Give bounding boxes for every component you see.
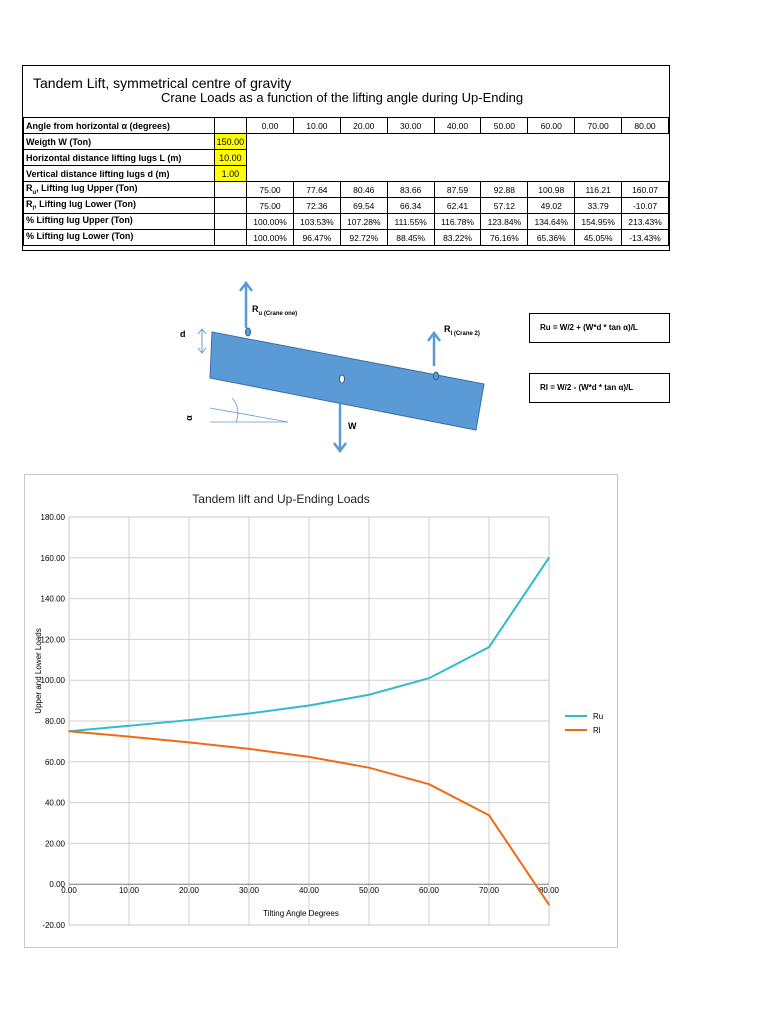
result-value: 100.00% [247,214,294,230]
row-label-subscript: l [32,205,35,212]
result-value: 116.21 [575,182,622,198]
lift-diagram [170,270,490,460]
input-column-blank [214,182,247,198]
w-arrow [334,404,346,451]
result-value: 123.84% [481,214,528,230]
result-value: -13.43% [622,230,669,246]
input-value-cell[interactable]: 1.00 [214,166,247,182]
legend-label-ru: Ru [593,712,604,721]
x-tick-label: 0.00 [61,886,77,896]
x-tick-label: 70.00 [478,886,500,896]
result-value: 77.64 [293,182,340,198]
result-value: 92.88 [481,182,528,198]
row-label-main: R [26,183,33,194]
input-label: Weigth W (Ton) [24,134,215,150]
table-row [24,134,669,150]
result-value: 107.28% [340,214,387,230]
row-label-main: R [26,199,33,210]
data-point-ru [188,719,190,721]
x-tick-label: 60.00 [418,886,440,896]
ru-arrow [240,283,252,328]
table-row [24,118,669,134]
load-chart [24,474,618,948]
x-tick-label: 20.00 [178,886,200,896]
alpha-angle-sketch [210,398,288,422]
result-value: 66.34 [387,198,434,214]
y-tick-label: 20.00 [44,839,65,849]
input-column-blank [214,118,247,134]
result-value: 45.05% [575,230,622,246]
data-point-rl [428,783,430,785]
result-value: 87.59 [434,182,481,198]
result-value: 213.43% [622,214,669,230]
result-value: 75.00 [247,182,294,198]
x-tick-label: 10.00 [118,886,140,896]
angle-value: 0.00 [247,118,294,134]
result-value: 100.00% [247,230,294,246]
data-point-ru [128,725,130,727]
result-value: 76.16% [481,230,528,246]
empty-region [247,166,669,182]
formula-upper: Ru = W/2 + (W*d * tan α)/L [529,313,670,343]
angle-value: 20.00 [340,118,387,134]
result-value: 134.64% [528,214,575,230]
data-point-rl [368,767,370,769]
result-value: 88.45% [387,230,434,246]
data-point-ru [308,705,310,707]
load-table-sheet [22,65,670,251]
angle-value: 40.00 [434,118,481,134]
result-value: 62.41 [434,198,481,214]
lower-lug [434,372,439,380]
result-value: 80.46 [340,182,387,198]
result-value: 57.12 [481,198,528,214]
input-label: Vertical distance lifting lugs d (m) [24,166,215,182]
data-point-rl [308,756,310,758]
x-tick-label: 30.00 [238,886,260,896]
angle-value: 60.00 [528,118,575,134]
result-value: -10.07 [622,198,669,214]
d-label: d [180,329,186,339]
y-axis-label: Upper and Lower Loads [34,628,43,714]
result-row-label [24,182,215,198]
result-value: 96.47% [293,230,340,246]
ru-label: $R_{u (Crane one)}$ [252,304,298,317]
formula-lower: Rl = W/2 - (W*d * tan α)/L [529,373,670,403]
row-label-main: % Lifting lug Upper (Ton) [26,215,133,226]
result-value: 33.79 [575,198,622,214]
result-value: 160.07 [622,182,669,198]
x-tick-label: 50.00 [358,886,380,896]
table-row [24,182,669,198]
angle-value: 30.00 [387,118,434,134]
y-tick-label: 100.00 [40,676,65,686]
result-value: 49.02 [528,198,575,214]
input-label: Horizontal distance lifting lugs L (m) [24,150,215,166]
angle-value: 70.00 [575,118,622,134]
result-value: 154.95% [575,214,622,230]
data-point-ru [368,694,370,696]
load-chart-svg [25,475,619,949]
data-point-ru [548,557,550,559]
y-tick-label: 0.00 [49,880,65,890]
input-column-blank [214,198,247,214]
result-value: 69.54 [340,198,387,214]
data-point-ru [488,646,490,648]
sheet-title: Tandem Lift, symmetrical centre of gravity [33,75,292,91]
legend-label-rl: Rl [593,726,601,735]
row-label-main: % Lifting lug Lower (Ton) [26,231,134,242]
lift-diagram-svg [170,270,490,460]
rl-arrow [428,333,440,366]
angle-value: 80.00 [622,118,669,134]
row-label-subscript: u [32,189,37,196]
result-value: 116.78% [434,214,481,230]
table-row [24,230,669,246]
data-point-rl [248,748,250,750]
x-tick-label: 40.00 [298,886,320,896]
y-tick-label: 180.00 [40,513,65,522]
result-row-label [24,230,215,246]
y-tick-label: 120.00 [40,635,65,645]
table-row [24,214,669,230]
result-value: 92.72% [340,230,387,246]
table-row [24,166,669,182]
y-tick-label: -20.00 [42,921,65,930]
data-point-rl [128,736,130,738]
alpha-label: α [183,415,194,421]
y-tick-label: 140.00 [40,594,65,604]
result-value: 65.36% [528,230,575,246]
load-table [23,117,669,246]
input-value-cell[interactable]: 150.00 [214,134,247,150]
d-dimension-arrow [198,329,206,353]
row-label-rest: , Lifting lug Lower (Ton) [34,199,136,210]
input-value-cell[interactable]: 10.00 [214,150,247,166]
data-point-rl [188,742,190,744]
table-row [24,198,669,214]
centre-of-gravity [340,375,345,383]
empty-region [247,150,669,166]
result-value: 100.98 [528,182,575,198]
input-column-blank [214,230,247,246]
result-row-label [24,214,215,230]
result-value: 72.36 [293,198,340,214]
chart-title: Tandem lift and Up-Ending Loads [192,492,370,506]
x-tick-label: 80.00 [538,886,560,896]
angle-header-label: Angle from horizontal α (degrees) [24,118,215,134]
result-value: 83.66 [387,182,434,198]
y-tick-label: 160.00 [40,553,65,563]
y-tick-label: 60.00 [44,757,65,767]
upper-lug [246,328,251,336]
data-point-ru [428,677,430,679]
y-tick-label: 80.00 [44,717,65,726]
rl-label: $R_{l (Crane 2)}$ [444,324,480,337]
sheet-subtitle: Crane Loads as a function of the lifting angle during Up-Ending [161,90,524,105]
result-value: 75.00 [247,198,294,214]
empty-region [247,134,669,150]
y-tick-label: 40.00 [44,798,65,808]
result-value: 83.22% [434,230,481,246]
x-axis-label: Tilting Angle Degrees [263,909,339,919]
angle-value: 50.00 [481,118,528,134]
result-value: 103.53% [293,214,340,230]
result-row-label [24,198,215,214]
data-point-rl [68,730,70,732]
result-value: 111.55% [387,214,434,230]
input-column-blank [214,214,247,230]
data-point-rl [548,904,550,906]
table-row [24,150,669,166]
w-label: W [348,421,357,431]
data-point-rl [488,814,490,816]
data-point-ru [248,713,250,715]
angle-value: 10.00 [293,118,340,134]
row-label-rest: , Lifting lug Upper (Ton) [36,183,138,194]
